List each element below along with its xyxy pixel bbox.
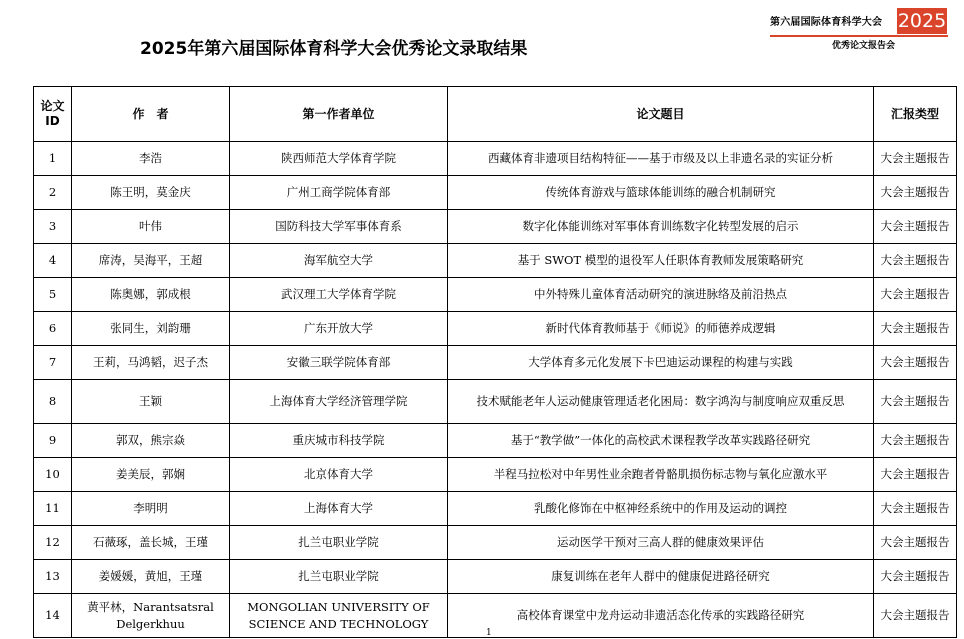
cell-id: 1 (34, 142, 72, 176)
cell-type: 大会主题报告 (874, 458, 957, 492)
cell-type: 大会主题报告 (874, 278, 957, 312)
cell-id: 3 (34, 210, 72, 244)
cell-type: 大会主题报告 (874, 346, 957, 380)
table-row (34, 492, 957, 526)
table-row (34, 594, 957, 638)
cell-unit: 广东开放大学 (230, 312, 448, 346)
cell-title: 新时代体育教师基于《师说》的师德养成逻辑 (448, 312, 874, 346)
cell-type: 大会主题报告 (874, 526, 957, 560)
table-row (34, 458, 957, 492)
cell-id: 5 (34, 278, 72, 312)
cell-type: 大会主题报告 (874, 380, 957, 424)
results-table (33, 86, 957, 638)
cell-unit: 海军航空大学 (230, 244, 448, 278)
cell-author: 姜美辰，郭娴 (72, 458, 230, 492)
cell-type: 大会主题报告 (874, 210, 957, 244)
cell-unit: 上海体育大学 (230, 492, 448, 526)
cell-id: 6 (34, 312, 72, 346)
cell-title: 康复训练在老年人群中的健康促进路径研究 (448, 560, 874, 594)
table-row (34, 560, 957, 594)
cell-author: 黄平林，Narantsatsral Delgerkhuu (72, 594, 230, 638)
logo-name: 第六届国际体育科学大会 (770, 17, 883, 28)
cell-title: 数字化体能训练对军事体育训练数字化转型发展的启示 (448, 210, 874, 244)
column-header-unit: 第一作者单位 (230, 87, 448, 142)
cell-unit: 扎兰屯职业学院 (230, 560, 448, 594)
cell-id: 7 (34, 346, 72, 380)
cell-id: 8 (34, 380, 72, 424)
cell-type: 大会主题报告 (874, 492, 957, 526)
cell-unit: 武汉理工大学体育学院 (230, 278, 448, 312)
cell-id: 9 (34, 424, 72, 458)
cell-unit: 扎兰屯职业学院 (230, 526, 448, 560)
cell-id: 11 (34, 492, 72, 526)
cell-author: 王莉，马鸿韬，迟子杰 (72, 346, 230, 380)
cell-type: 大会主题报告 (874, 560, 957, 594)
cell-unit: 广州工商学院体育部 (230, 176, 448, 210)
table-row (34, 380, 957, 424)
table-body (34, 142, 957, 638)
table-row (34, 142, 957, 176)
table-row (34, 210, 957, 244)
cell-unit: 安徽三联学院体育部 (230, 346, 448, 380)
column-header-type: 汇报类型 (874, 87, 957, 142)
cell-author: 李浩 (72, 142, 230, 176)
cell-author: 王颖 (72, 380, 230, 424)
logo-year-badge: 2025 (897, 10, 947, 32)
cell-id: 10 (34, 458, 72, 492)
cell-title: 乳酸化修饰在中枢神经系统中的作用及运动的调控 (448, 492, 874, 526)
table-row (34, 424, 957, 458)
table-row (34, 278, 957, 312)
cell-type: 大会主题报告 (874, 424, 957, 458)
column-header-title: 论文题目 (448, 87, 874, 142)
table-row (34, 346, 957, 380)
cell-author: 姜媛媛，黄旭，王瑾 (72, 560, 230, 594)
page-title: 2025年第六届国际体育科学大会优秀论文录取结果 (140, 39, 528, 59)
cell-author: 张同生，刘韵珊 (72, 312, 230, 346)
cell-author: 陈奥娜，郭成根 (72, 278, 230, 312)
conference-logo (770, 6, 948, 50)
table-row (34, 312, 957, 346)
cell-title: 基于“教学做”一体化的高校武术课程教学改革实践路径研究 (448, 424, 874, 458)
cell-title: 高校体育课堂中龙舟运动非遗活态化传承的实践路径研究 (448, 594, 874, 638)
table-row (34, 176, 957, 210)
cell-type: 大会主题报告 (874, 142, 957, 176)
cell-type: 大会主题报告 (874, 176, 957, 210)
cell-unit: 陕西师范大学体育学院 (230, 142, 448, 176)
cell-title: 技术赋能老年人运动健康管理适老化困局：数字鸿沟与制度响应双重反思 (448, 380, 874, 424)
cell-unit: 上海体育大学经济管理学院 (230, 380, 448, 424)
logo-divider (770, 35, 948, 37)
cell-title: 中外特殊儿童体育活动研究的演进脉络及前沿热点 (448, 278, 874, 312)
cell-id: 4 (34, 244, 72, 278)
cell-type: 大会主题报告 (874, 244, 957, 278)
cell-title: 西藏体育非遗项目结构特征——基于市级及以上非遗名录的实证分析 (448, 142, 874, 176)
cell-type: 大会主题报告 (874, 594, 957, 638)
cell-author: 陈王明，莫金庆 (72, 176, 230, 210)
cell-title: 运动医学干预对三高人群的健康效果评估 (448, 526, 874, 560)
table-row (34, 244, 957, 278)
column-header-author: 作 者 (72, 87, 230, 142)
cell-title: 大学体育多元化发展下卡巴迪运动课程的构建与实践 (448, 346, 874, 380)
cell-unit: 国防科技大学军事体育系 (230, 210, 448, 244)
cell-id: 12 (34, 526, 72, 560)
table-header-row (34, 87, 957, 142)
cell-unit: 北京体育大学 (230, 458, 448, 492)
cell-unit: MONGOLIAN UNIVERSITY OF SCIENCE AND TECHNOLOGY (230, 594, 448, 638)
cell-unit: 重庆城市科技学院 (230, 424, 448, 458)
logo-subtitle: 优秀论文报告会 (832, 41, 896, 51)
cell-author: 郭双，熊宗焱 (72, 424, 230, 458)
cell-title: 传统体育游戏与篮球体能训练的融合机制研究 (448, 176, 874, 210)
cell-title: 基于 SWOT 模型的退役军人任职体育教师发展策略研究 (448, 244, 874, 278)
column-header-id: 论文ID (34, 87, 72, 142)
cell-id: 13 (34, 560, 72, 594)
cell-type: 大会主题报告 (874, 312, 957, 346)
cell-id: 2 (34, 176, 72, 210)
cell-id: 14 (34, 594, 72, 638)
table-row (34, 526, 957, 560)
cell-author: 李明明 (72, 492, 230, 526)
cell-author: 席涛，吴海平，王超 (72, 244, 230, 278)
cell-author: 叶伟 (72, 210, 230, 244)
cell-author: 石薇琢，盖长城，王瑾 (72, 526, 230, 560)
cell-title: 半程马拉松对中年男性业余跑者骨骼肌损伤标志物与氧化应激水平 (448, 458, 874, 492)
page-number: 1 (486, 628, 492, 638)
